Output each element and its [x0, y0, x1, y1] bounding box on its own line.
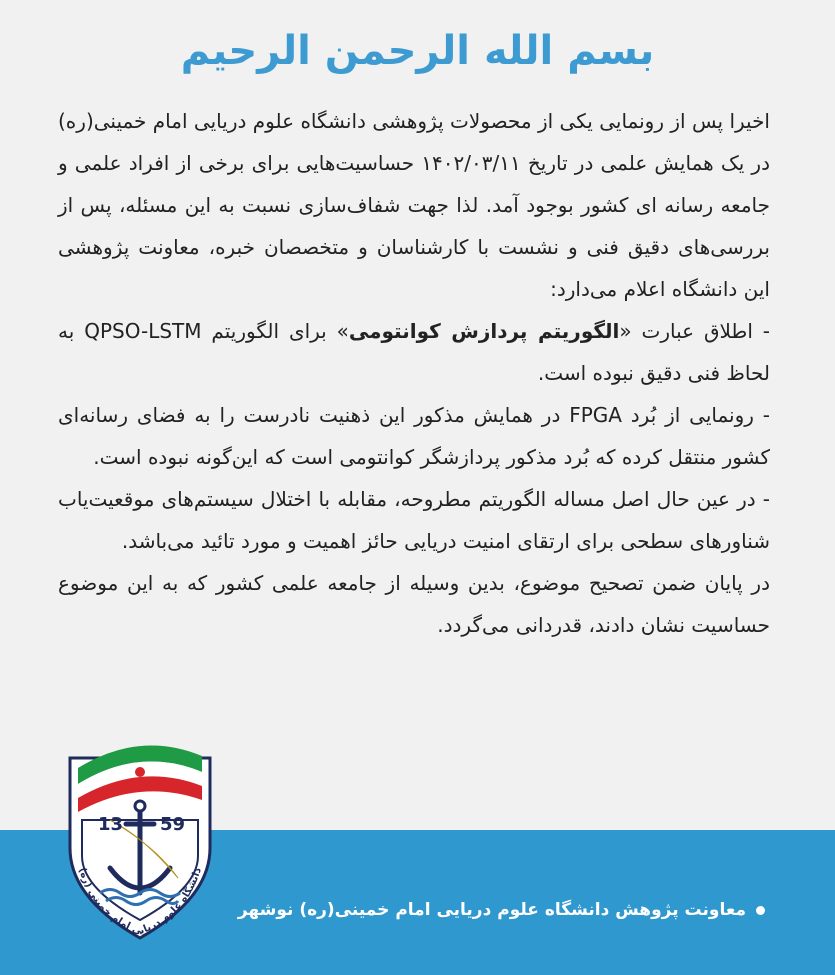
year-left: 13: [98, 814, 124, 835]
statement-body: [58, 100, 770, 646]
paragraph-intro: اخیرا پس از رونمایی یکی از محصولات پژوهشی دانشگاه علوم دریایی امام خمینی(ره) در یک همایش علمی در تاریخ ۱۴۰۲/۰۳/۱۱ حساسیت‌هایی برای برخی از افراد علمی و جامعه رسانه ای کشور بوجود آمد. لذا جهت شفاف‌سازی نسبت به این مسئله، پس از بررسی‌های دقیق فنی و نشست با کارشناسان و متخصصان خبره، معاونت پژوهشی این دانشگاه اعلام می‌دارد:: [58, 109, 770, 301]
bullet-icon: [756, 906, 765, 915]
year-right: 59: [160, 814, 186, 835]
paragraph-closing: در پایان ضمن تصحیح موضوع، بدین وسیله از جامعه علمی کشور که به این موضوع حساسیت نشان دادند، قدردانی می‌گردد.: [58, 571, 770, 637]
footer-credit-text: معاونت پژوهش دانشگاه علوم دریایی امام خمینی(ره) نوشهر: [237, 900, 746, 920]
footer-credit: [238, 900, 765, 920]
paragraph-item-3: - در عین حال اصل مساله الگوریتم مطروحه، مقابله با اختلال سیستم‌های موقعیت‌یاب شناورهای سطحی برای ارتقای امنیت دریایی حائز اهمیت و مورد تائید می‌باشد.: [58, 487, 770, 553]
flag-emblem-icon: [135, 767, 145, 777]
item1-bold-term: الگوریتم پردازش کوانتومی: [348, 319, 620, 343]
university-emblem: [60, 728, 220, 943]
ring-text: دانشگاه علوم دریایی امام خمینی (ره): [76, 866, 204, 938]
paragraph-item-1: [58, 310, 770, 394]
item1-suffix: » برای الگوریتم QPSO-LSTM به لحاظ فنی دقیق نبوده است.: [58, 319, 770, 385]
item1-prefix: - اطلاق عبارت «: [619, 319, 770, 343]
page-title: بسم الله الرحمن الرحیم: [180, 28, 655, 74]
paragraph-item-2: - رونمایی از بُرد FPGA در همایش مذکور این ذهنیت نادرست را به فضای رسانه‌ای کشور منتقل کرده که بُرد مذکور پردازشگر کوانتومی است که این‌گونه نبوده است.: [58, 403, 770, 469]
